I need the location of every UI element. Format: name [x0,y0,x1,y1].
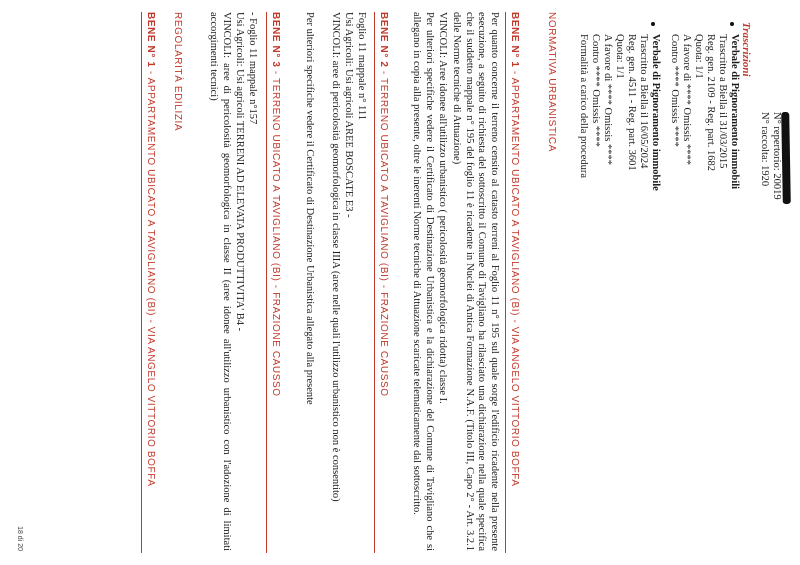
bene-2-rest: - TERRENO UBICATO A TAVIGLIANO (BI) - FRAZIONE CAUSSO [378,67,389,397]
bene-3-rest: - TERRENO UBICATO A TAVIGLIANO (BI) - FRAZIONE CAUSSO [270,67,281,397]
redaction-bar [781,112,791,204]
raccolta-line: N° raccolta: 1920 [759,112,770,187]
section-rule [505,12,506,553]
bene-2-paragraph: Per ulteriori specifiche vedere il Certificato di Destinazione Urbanistica allegato alla presente [304,12,315,405]
trascrizione-2-line: Quota: 1/1 [614,34,625,79]
regolarita-title: REGOLARITÀ EDILIZIA [172,12,183,132]
bullet-icon [651,22,655,26]
bullet-icon [730,22,734,26]
trascrizione-1-line: Trascritto a Biella il 31/03/2015 [717,34,728,169]
trascrizione-2-line: A favore di **** Omissis **** [602,34,613,165]
bene-1-paragraph: VINCOLI: Aree idonee all'utilizzo urbanistico ( pericolosità geomorfologica ridotta) classe I. [437,12,448,404]
bene-1-rest: - APPARTAMENTO UBICATO A TAVIGLIANO (BI) - VIA ANGELO VITTORIO BOFFA [509,67,520,487]
trascrizione-title-2: Verbale di Pignoramento immobile [650,34,661,191]
page-number: 18 di 20 [16,526,23,551]
bene-3-paragraph: VINCOLI: aree di pericolosità geomorfologica in classe II (aree idonee all'utilizzo urbanistico con l'adozione di limitati accorgimenti tecnici) [208,12,232,551]
bene-1-prefix: BENE N° 1 [509,12,520,68]
trascrizione-title-1: Verbale di Pignoramento immobili [729,34,740,190]
trascrizione-1-line: A favore di **** Omissis **** [681,34,692,165]
trascrizione-1-line: Reg. gen. 2109 - Reg. part. 1682 [705,34,716,172]
bene-3-paragraph: Usi Agricoli: Usi agricoli TERRENI AD ELEVATA PRODUTTIVITA' B4 - [234,12,245,332]
trascrizione-2-line: Trascritto a Biella il 16/05/2024 [638,34,649,169]
bene-2-paragraph: Foglio 11 mappale n° 111 [356,12,367,121]
bene-2-heading [378,12,389,553]
normativa-title: NORMATIVA URBANISTICA [546,12,557,153]
bene-1-paragraph: Per ulteriori specifiche vedere il Certificato di Destinazione Urbanistica e la dichiarazione del Comune di Tavigliano che si allegano in copia alla presente, oltre le inerenti Norme tecniche di Attuazione scaricate telematicamente dal sottoscritto. [411,12,435,551]
trascrizione-2-line: Contro **** Omissis **** [590,34,601,147]
repertorio-line: N° repertorio: 20019 [771,112,782,200]
trascrizione-2-line: Formalità a carico della procedura [578,34,589,179]
bene-2-paragraph: VINCOLI: aree di pericolosità geomorfologica in classe IIIA (aree nelle quali l'utilizzo urbanistico non è consentito) [330,12,341,502]
bene-3-paragraph: - Foglio 11 mappale n°157 [247,12,258,125]
bene-3-heading [270,12,281,553]
trascrizione-1-line: Contro **** Omissis **** [669,34,680,147]
bene-2-prefix: BENE N° 2 [378,12,389,68]
trascrizione-2-line: Reg. gen. 4511 - Reg. part. 3601 [626,34,637,171]
bene-1-heading [509,12,520,553]
trascrizione-1-line: Quota: 1/1 [693,34,704,79]
bene-1-paragraph: Per quanto concerne il terreno censito al catasto terreni al Foglio 11 n° 195 sul quale sorge l'edificio ricadente nella presente esecuzione, a seguito di richiesta del sottoscritto il Comune di Tavigliano ha rilasciato una dichiarazione nella quale specifica che il suddetto mappale n° 195 del foglio 11 è ricadente in Nuclei di Antica Formazione N.A.F. (Titolo III, Capo 2° - Art. 3.2.1 delle Norme tecniche di Attuazione) [451,12,500,551]
regolarita-bene-1-heading [145,12,156,553]
section-rule [141,12,142,553]
trascrizioni-heading: Trascrizioni [740,22,752,77]
regolarita-bene-1-rest: - APPARTAMENTO UBICATO A TAVIGLIANO (BI) - VIA ANGELO VITTORIO BOFFA [145,67,156,487]
bene-3-prefix: BENE N° 3 [270,12,281,68]
regolarita-bene-1-prefix: BENE N° 1 [145,12,156,68]
section-rule [266,12,267,553]
section-rule [374,12,375,553]
bene-2-paragraph: Usi Agricoli: Usi agricoli AREE BOSCATE E3 - [343,12,354,218]
